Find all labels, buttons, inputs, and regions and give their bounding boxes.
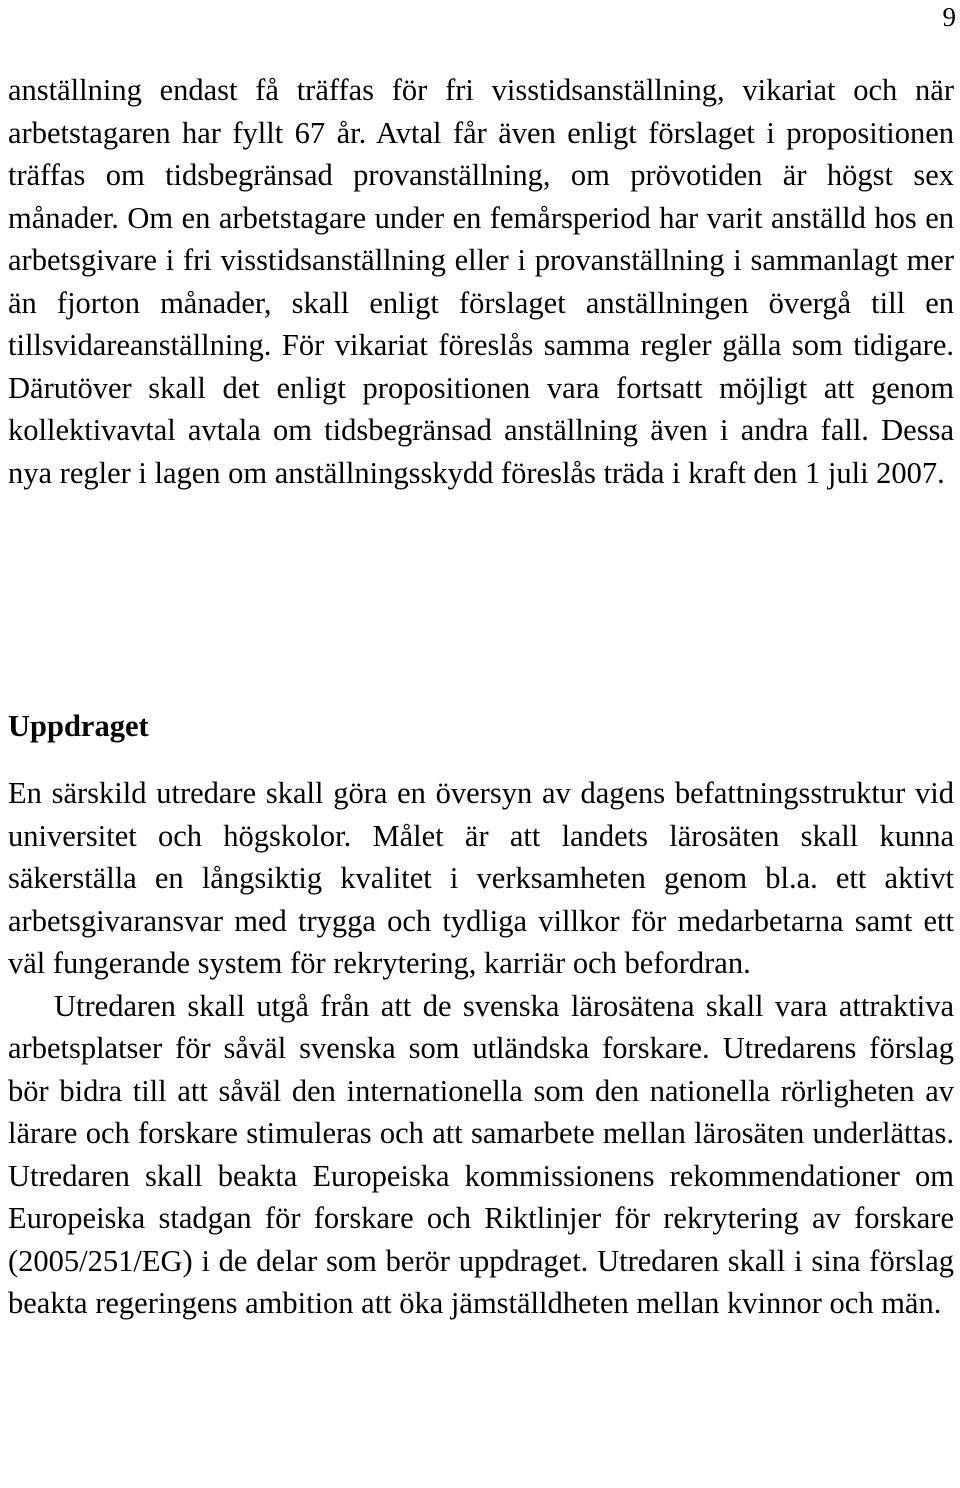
section-body (8, 772, 954, 1325)
intro-block (8, 69, 954, 494)
section-heading: Uppdraget (8, 709, 149, 743)
section-paragraph-2: Utredaren skall utgå från att de svenska lärosätena skall vara attraktiva arbetsplatser för såväl svenska som utländska forskare. Utredarens förslag bör bidra till att såväl den internationella som den nationella rörligheten av lärare och forskare stimuleras och att samarbete mellan lärosäten underlättas. Utredaren skall beakta Europeiska kommissionens rekommendationer om Europeiska stadgan för forskare och Riktlinjer för rekrytering av forskare (2005/251/EG) i de delar som berör uppdraget. Utredaren skall i sina förslag beakta regeringens ambition att öka jämställdheten mellan kvinnor och män. (8, 988, 954, 1320)
page-number: 9 (942, 2, 956, 32)
section-paragraph-1: En särskild utredare skall göra en översyn av dagens befattningsstruktur vid universitet och högskolor. Målet är att landets lärosäten skall kunna säkerställa en långsiktig kvalitet i verksamheten genom bl.a. ett aktivt arbetsgivaransvar med trygga och tydliga villkor för medarbetarna samt ett väl fungerande system för rekrytering, karriär och befordran. (8, 776, 954, 980)
intro-paragraph: anställning endast få träffas för fri visstidsanställning, vikariat och när arbetstagaren har fyllt 67 år. Avtal får även enligt förslaget i propositionen träffas om tidsbegränsad provanställning, om prövotiden är högst sex månader. Om en arbetstagare under en femårsperiod har varit anställd hos en arbetsgivare i fri visstidsanställning eller i provanställning i sammanlagt mer än fjorton månader, skall enligt förslaget anställningen övergå till en tillsvidareanställning. För vikariat föreslås samma regler gälla som tidigare. Därutöver skall det enligt propositionen vara fortsatt möjligt att genom kollektivavtal avtala om tidsbegränsad anställning även i andra fall. Dessa nya regler i lagen om anställningsskydd föreslås träda i kraft den 1 juli 2007. (8, 73, 954, 490)
